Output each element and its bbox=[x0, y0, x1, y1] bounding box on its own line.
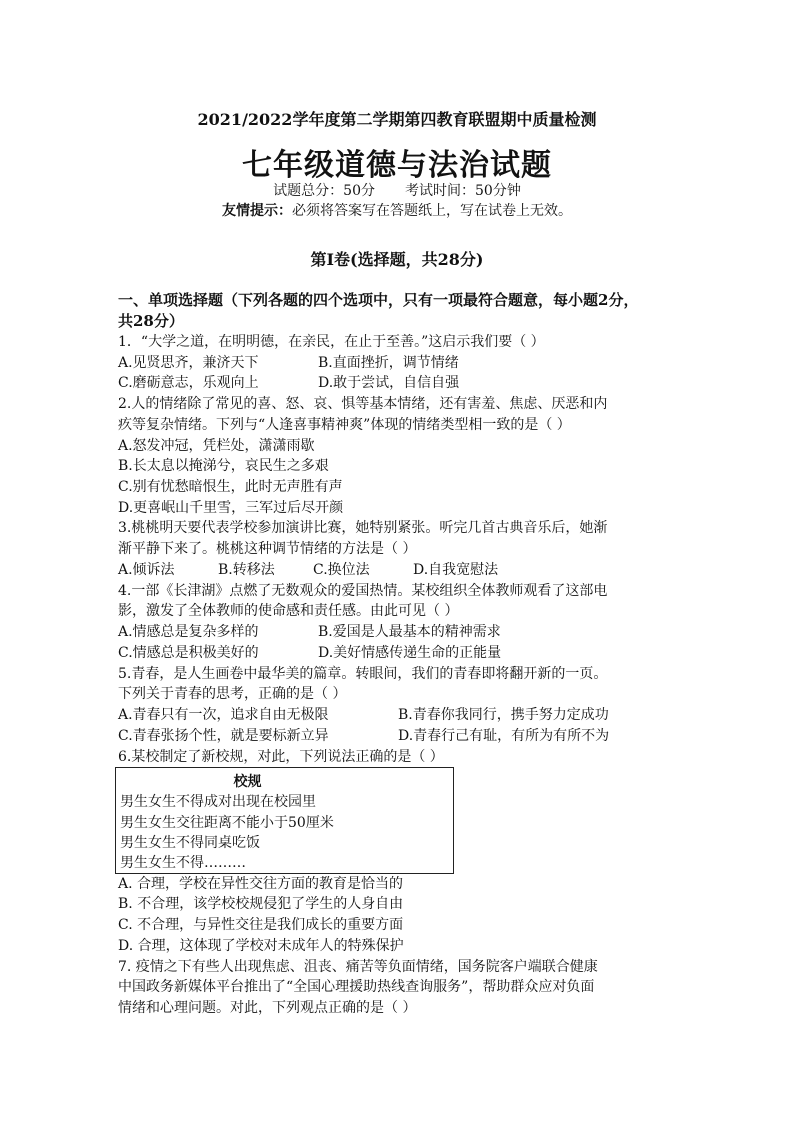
school-rule-item: 男生女生不得成对出现在校园里 bbox=[120, 794, 316, 810]
section-title: 第Ⅰ卷(选择题，共28分) bbox=[310, 250, 484, 269]
question-3-stem: 3.桃桃明天要代表学校参加演讲比赛，她特别紧张。听完几首古典音乐后，她渐 bbox=[118, 520, 608, 536]
option-a: A.情感总是复杂多样的 bbox=[118, 624, 259, 640]
question-2-stem: 2.人的情绪除了常见的喜、怒、哀、惧等基本情绪，还有害羞、焦虑、厌恶和内 bbox=[118, 396, 608, 412]
school-rule-item: 男生女生交往距离不能小于50厘米 bbox=[120, 815, 334, 831]
exam-time: 考试时间：50分钟 bbox=[405, 183, 521, 199]
option-c: C. 不合理，与异性交往是我们成长的重要方面 bbox=[118, 917, 404, 933]
option-a: A.倾诉法 bbox=[118, 562, 175, 578]
school-rules-title: 校规 bbox=[233, 774, 262, 790]
option-a: A.怒发冲冠，凭栏处，潇潇雨歇 bbox=[118, 438, 315, 454]
question-6-stem: 6.某校制定了新校规，对此，下列说法正确的是（ ） bbox=[118, 749, 444, 765]
exam-header-line: 2021/2022学年度第二学期第四教育联盟期中质量检测 bbox=[197, 110, 597, 129]
option-d: D. 合理，这体现了学校对未成年人的特殊保护 bbox=[118, 938, 404, 954]
question-7-stem-cont: 情绪和心理问题。对此，下列观点正确的是（ ） bbox=[118, 1000, 417, 1016]
question-2-stem-cont: 疚等复杂情绪。下列与“人逢喜事精神爽”体现的情绪类型相一致的是（ ） bbox=[118, 417, 571, 433]
question-5-options-row1 bbox=[118, 705, 609, 725]
option-a: A. 合理，学校在异性交往方面的教育是恰当的 bbox=[118, 876, 404, 892]
option-d: D.美好情感传递生命的正能量 bbox=[318, 645, 502, 661]
part-heading: 一、单项选择题（下列各题的四个选项中，只有一项最符合题意，每小题2分， bbox=[118, 291, 639, 309]
option-d: D.更喜岷山千里雪，三军过后尽开颜 bbox=[118, 500, 344, 516]
tip-label: 友情提示： bbox=[222, 203, 292, 219]
option-b: B. 不合理，该学校校规侵犯了学生的人身自由 bbox=[118, 896, 404, 912]
question-5-options-row2 bbox=[118, 726, 610, 746]
question-4-options-row1 bbox=[118, 622, 501, 642]
question-4-stem: 4.一部《长津湖》点燃了无数观众的爱国热情。某校组织全体教师观看了这部电 bbox=[118, 583, 608, 599]
question-7-stem-cont: 中国政务新媒体平台推出了“全国心理援助热线查询服务”，帮助群众应对负面 bbox=[118, 979, 595, 995]
question-1-stem: 1．“大学之道，在明明德，在亲民，在止于至善。”这启示我们要（ ） bbox=[118, 334, 545, 350]
option-b: B.转移法 bbox=[218, 562, 275, 578]
part-heading-cont: 共28分） bbox=[118, 312, 184, 330]
option-c: C.换位法 bbox=[313, 562, 370, 578]
question-1-options-row1 bbox=[118, 353, 459, 373]
option-b: B.直面挫折，调节情绪 bbox=[318, 355, 459, 371]
question-3-options bbox=[118, 560, 499, 580]
question-3-stem-cont: 渐平静下来了。桃桃这种调节情绪的方法是（ ） bbox=[118, 541, 417, 557]
option-d: D.自我宽慰法 bbox=[413, 562, 499, 578]
exam-info bbox=[0, 180, 794, 200]
option-a: A.青春只有一次，追求自由无极限 bbox=[118, 707, 329, 723]
option-d: D.青春行己有耻，有所为有所不为 bbox=[398, 728, 610, 744]
tip-text: 必须将答案写在答题纸上，写在试卷上无效。 bbox=[292, 203, 572, 219]
total-score: 试题总分：50分 bbox=[273, 183, 375, 199]
option-c: C.情感总是积极美好的 bbox=[118, 645, 259, 661]
option-a: A.见贤思齐，兼济天下 bbox=[118, 355, 259, 371]
option-c: C.别有忧愁暗恨生，此时无声胜有声 bbox=[118, 479, 343, 495]
option-c: C.磨砺意志，乐观向上 bbox=[118, 375, 259, 391]
friendly-tip bbox=[0, 200, 794, 220]
option-b: B.长太息以掩涕兮，哀民生之多艰 bbox=[118, 458, 329, 474]
option-d: D.敢于尝试，自信自强 bbox=[318, 375, 460, 391]
school-rule-item: 男生女生不得同桌吃饭 bbox=[120, 835, 260, 851]
school-rules-box bbox=[115, 767, 454, 874]
question-4-stem-cont: 影，激发了全体教师的使命感和责任感。由此可见（ ） bbox=[118, 603, 459, 619]
question-5-stem: 5.青春，是人生画卷中最华美的篇章。转眼间，我们的青春即将翻开新的一页。 bbox=[118, 666, 608, 682]
option-b: B.爱国是人最基本的精神需求 bbox=[318, 624, 501, 640]
question-4-options-row2 bbox=[118, 643, 502, 663]
option-b: B.青春你我同行，携手努力定成功 bbox=[398, 707, 609, 723]
option-c: C.青春张扬个性，就是要标新立异 bbox=[118, 728, 329, 744]
school-rule-item: 男生女生不得……… bbox=[120, 855, 246, 871]
question-5-stem-cont: 下列关于青春的思考，正确的是（ ） bbox=[118, 686, 347, 702]
question-7-stem: 7. 疫情之下有些人出现焦虑、沮丧、痛苦等负面情绪，国务院客户端联合健康 bbox=[118, 959, 598, 975]
question-1-options-row2 bbox=[118, 373, 460, 393]
page-title: 七年级道德与法治试题 bbox=[242, 148, 552, 183]
